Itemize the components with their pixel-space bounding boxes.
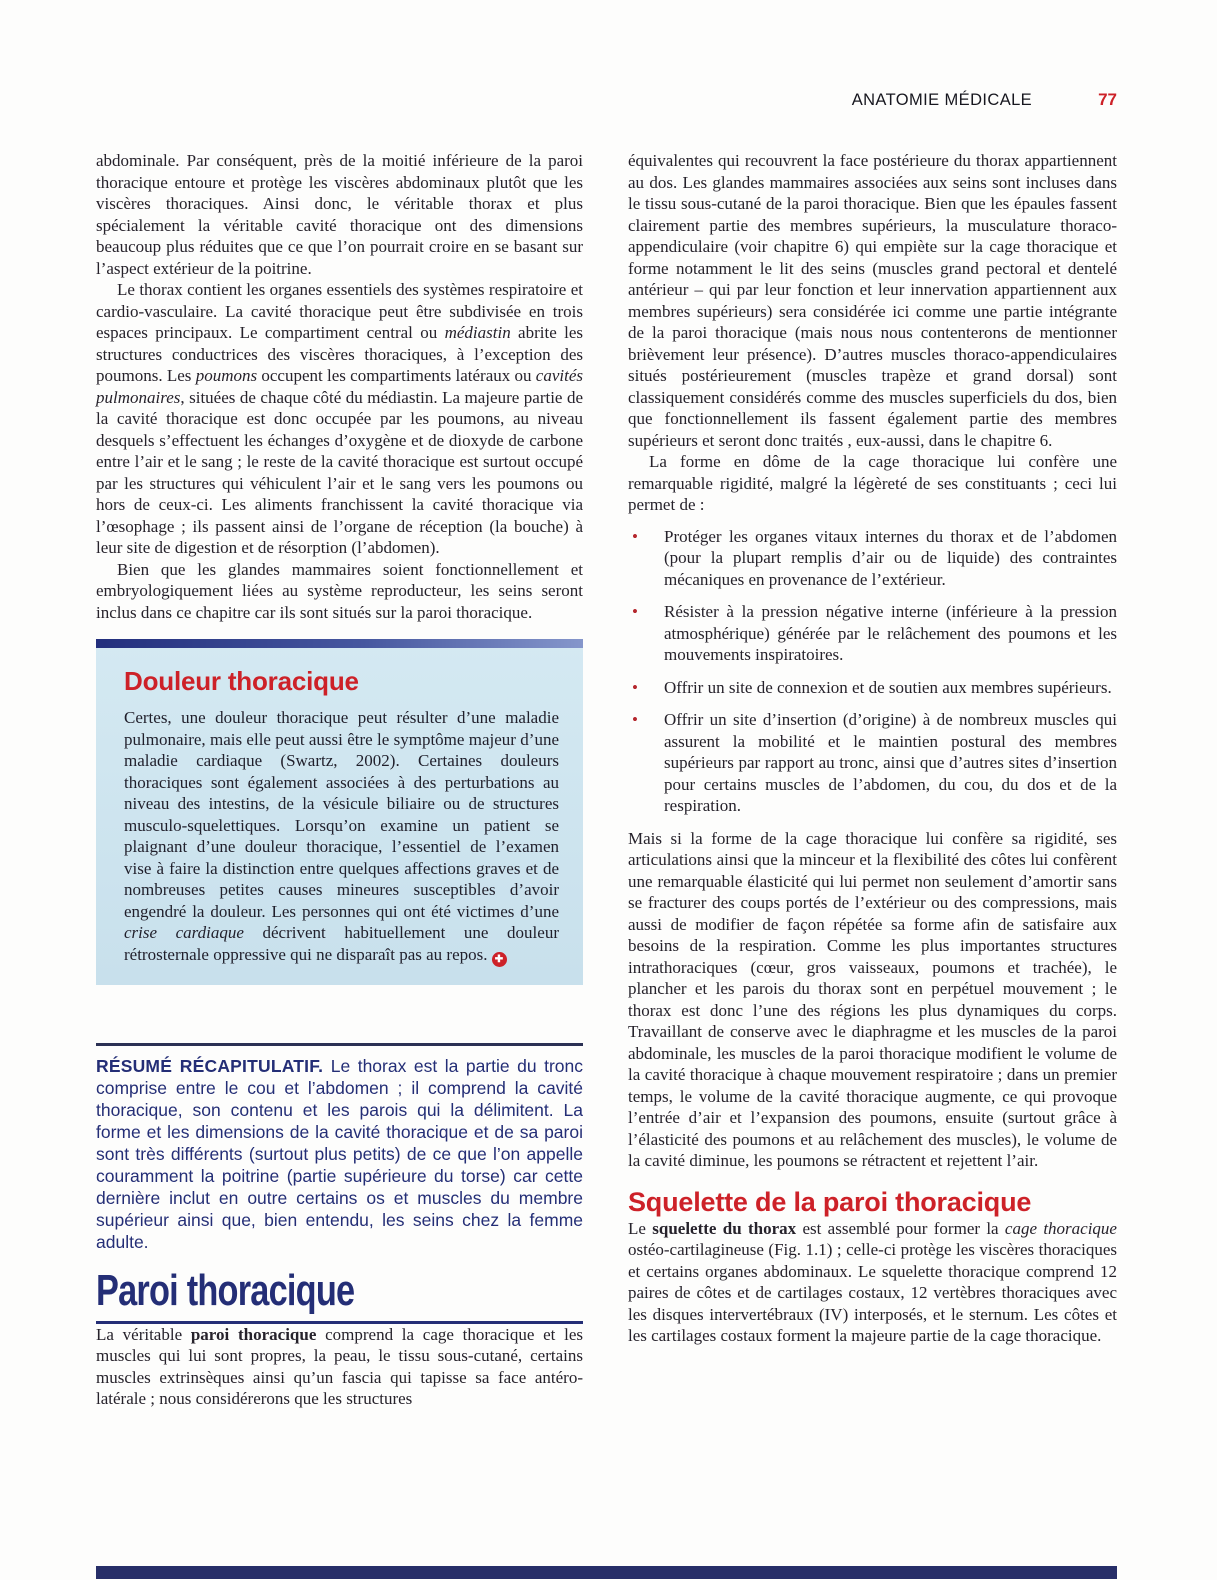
running-title: ANATOMIE MÉDICALE: [851, 91, 1033, 109]
summary-text: Le thorax est la partie du tronc comprise entre le cou et l’abdomen ; il comprend la cavité thoracique, son contenu et les parois qui la délimitent. La forme et les dimensions de la cavité thoracique et de sa paroi sont très différents (surtout plus petits) de ce que l’on appelle couramment la poitrine (partie supérieure du torse) car cette dernière inclut en outre certains os et muscles du membre supérieur ainsi que, bien entendu, les seins chez la femme adulte.: [96, 1055, 584, 1252]
right-column: [628, 150, 1117, 1347]
paragraph-glandes-mammaires: Bien que les glandes mammaires soient fonctionnellement et embryologiquement liées au système reproducteur, les seins seront inclus dans ce chapitre car ils sont situés sur la paroi thoracique.: [96, 559, 583, 622]
paragraph-mais-si-la-forme: Mais si la forme de la cage thoracique lui confère sa rigidité, ses articulations ainsi que la minceur et la flexibilité des côtes lui confèrent une remarquable élasticité qui lui permet non seulement d’amortir sans se fracturer des coups portés de l’extérieur ou des compressions, mais aussi de modifier de façon répétée sa forme afin de satisfaire aux besoins de la respiration. Comme les plus importantes structures intrathoraciques (cœur, gros vaisseaux, poumons et trachée), le plancher et les parois du thorax sont en perpétuel mouvement ; le thorax est donc l’une des régions les plus dynamiques du corps. Travaillant de conserve avec le diaphragme et les muscles de la paroi abdominale, les muscles de la paroi thoracique modifient le volume de la cavité thoracique à chaque mouvement respiratoire ; dans un premier temps, le volume de la cavité thoracique augmente, ce qui provoque l’entrée d’air et l’expansion des poumons, ensuite (surtout grâce à l’élasticité des poumons et au relâchement des muscles), le volume de la cavité diminue, les poumons se rétractent et rejettent l’air.: [628, 828, 1117, 1170]
bullet-dot-icon: •: [632, 710, 638, 729]
bullet-item: [628, 526, 1117, 591]
clinical-box-body: Certes, une douleur thoracique peut résulter d’une maladie pulmonaire, mais elle peut aussi être le symptôme majeur d’une maladie cardiaque (Swartz, 2002). Certaines douleurs thoraciques sont également associées à des perturbations au niveau des intestins, de la vésicule biliaire ou de structures musculo-squelettiques. Lorsqu’on examine un patient se plaignant d’une douleur thoracique, l’essentiel de l’examen vise à faire la distinction entre quelques affections graves et de nombreuses petites causes mineures susceptibles d’avoir engendré la douleur. Les personnes qui ont été victimes d’une crise cardiaque décrivent habituellement une douleur rétrosternale oppressive qui ne disparaît pas au repos. ✚: [124, 708, 559, 965]
bullet-dot-icon: •: [632, 677, 638, 697]
paragraph-forme-en-dome: La forme en dôme de la cage thoracique lui confère une remarquable rigidité, malgré la légèreté de ses constituants ; ceci lui permet de :: [628, 452, 1117, 514]
paragraph-equivalentes: équivalentes qui recouvrent la face postérieure du thorax appartiennent au dos. Les glandes mammaires associées aux seins sont incluses dans le tissu sous-cutané de la paroi thoracique. Bien que les épaules fassent clairement partie des membres supérieurs, la musculature thoraco-appendiculaire (voir chapitre 6) qui empiète sur la cage thoracique et forme notamment le lit des seins (muscles grand pectoral et dentelé antérieur – qui par leur fonction et leur innervation appartiennent aux membres supérieurs) sera considérée ici comme une partie intégrante de la paroi thoracique (mais nous nous contenterons de mentionner brièvement leur présence). D’autres muscles thoraco-appendiculaires situés postérieurement (muscles trapèze et grand dorsal) sont classiquement considérés comme des muscles superficiels du dos, bien que fonctionnellement ils fassent également partie des membres supérieurs et seront donc traités , eux-aussi, dans le chapitre 6.: [628, 151, 1117, 450]
bottom-rule-bar: [96, 1566, 1117, 1579]
clinical-box-title: Douleur thoracique: [124, 666, 359, 696]
summary-lead: RÉSUMÉ RÉCAPITULATIF.: [96, 1055, 324, 1076]
section-heading-paroi-wrap: [96, 1265, 583, 1324]
bullet-item: [628, 709, 1117, 817]
rigidity-bullet-list: [628, 526, 1117, 817]
bullet-text: Offrir un site de connexion et de soutien aux membres supérieurs.: [664, 677, 1112, 697]
paragraph-veritable-paroi: La véritable paroi thoracique comprend la cage thoracique et les muscles qui lui sont propres, la peau, le tissu sous-cutané, certains muscles extrinsèques ainsi qu’un fascia qui tapisse sa face antéro-latérale ; nous considérerons que les structures: [96, 1324, 583, 1408]
bullet-text: Résister à la pression négative interne (inférieure à la pression atmosphérique) générée par le relâchement des poumons et les mouvements inspiratoires.: [664, 602, 1117, 664]
paragraph-abdominale: abdominale. Par conséquent, près de la moitié inférieure de la paroi thoracique entoure et protège les viscères abdominaux plutôt que les viscères thoraciques. Ainsi donc, le véritable thorax et plus spécialement la véritable cavité thoracique ont des dimensions beaucoup plus réduites que ce que l’on pourrait croire en se basant sur l’aspect extérieur de la poitrine.: [96, 151, 583, 278]
summary-paragraph: [96, 1055, 583, 1253]
paragraph-squelette-du-thorax: Le squelette du thorax est assemblé pour former la cage thoracique ostéo-cartilagineuse (Fig. 1.1) ; celle-ci protège les viscères thoraciques et certains organes abdominaux. Le squelette thoracique comprend 12 paires de côtes et de cartilages costaux, 12 vertèbres thoraciques avec les disques intervertébraux (IV) interposés, et le sternum. Les côtes et les cartilages costaux forment la majeure partie de la cage thoracique.: [628, 1218, 1117, 1345]
section-heading-squelette: Squelette de la paroi thoracique: [628, 1186, 1032, 1217]
bullet-dot-icon: •: [632, 526, 638, 546]
section-heading-paroi-thoracique: Paroi thoracique: [96, 1265, 355, 1315]
bullet-item: [628, 601, 1117, 666]
bullet-dot-icon: •: [632, 602, 638, 621]
clinical-box-douleur-thoracique: [96, 639, 583, 985]
bullet-item: [628, 677, 1117, 699]
paragraph-thorax-contient: Le thorax contient les organes essentiels des systèmes respiratoire et cardio-vasculaire. La cavité thoracique peut être subdivisée en trois espaces principaux. Le compartiment central ou médiastin abrite les structures conductrices des viscères thoraciques, à l’exception des poumons. Les poumons occupent les compartiments latéraux ou cavités pulmonaires, situées de chaque côté du médiastin. La majeure partie de la cavité thoracique est donc occupée par les poumons, au niveau desquels s’effectuent les échanges d’oxygène et de dioxyde de carbone entre l’air et le sang ; le reste de la cavité thoracique est surtout occupé par les structures qui véhiculent l’air et le sang vers les poumons ou hors de ceux-ci. Les aliments franchissent la cavité thoracique via l’œsophage ; ils passent ainsi de l’organe de réception (la bouche) à leur site de digestion et de résorption (l’abdomen).: [96, 280, 583, 557]
bullet-text: Offrir un site d’insertion (d’origine) à de nombreux muscles qui assurent la mobilité et le maintien postural des membres supérieurs par rapport au tronc, ainsi que d’autres sites d’insertion pour certains muscles de l’abdomen, du cou, du dos et de la respiration.: [664, 710, 1117, 815]
summary-block: [96, 1043, 583, 1253]
left-column: [96, 150, 583, 1410]
clinical-end-cross-icon: ✚: [492, 952, 507, 967]
running-head: [852, 90, 1117, 110]
clinical-box-content: [96, 648, 583, 985]
bullet-text: Protéger les organes vitaux internes du thorax et de l’abdomen (pour la plupart remplis d’air ou de liquide) des contraintes mécaniques en provenance de l’extérieur.: [664, 526, 1117, 589]
box-gradient-bar: [96, 639, 583, 648]
page-number: 77: [1098, 90, 1117, 109]
